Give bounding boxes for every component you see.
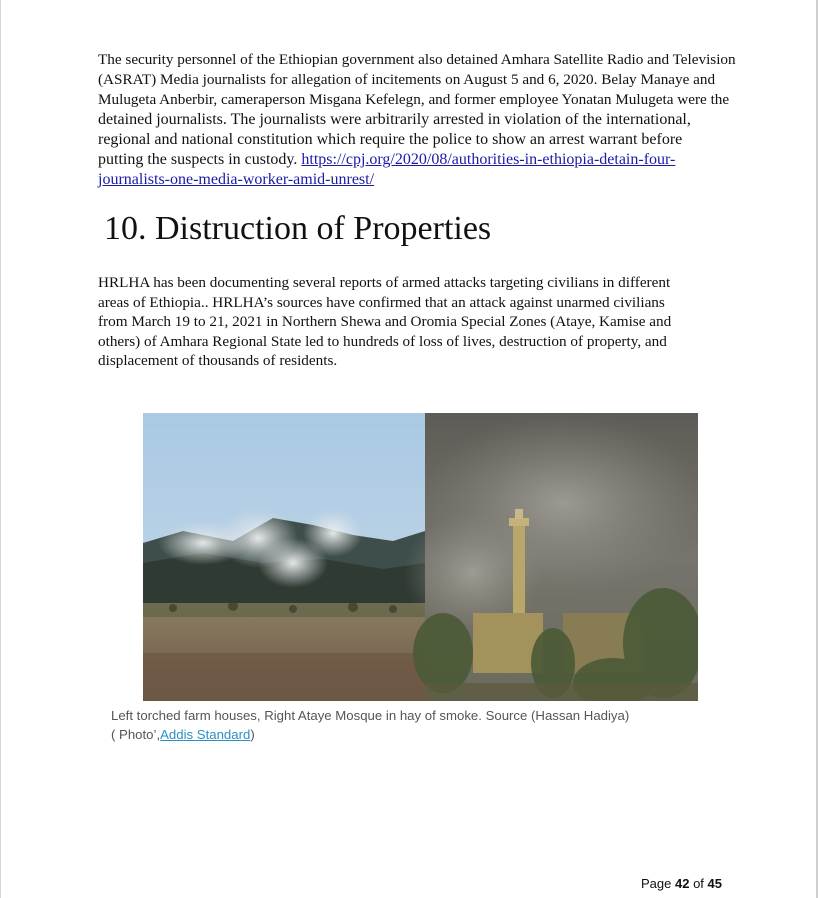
paragraph-line: regional and national constitution which require the police to show an arrest warrant before <box>98 131 683 148</box>
cpj-source-link-continued[interactable]: journalists-one-media-worker-amid-unrest/ <box>98 171 375 188</box>
caption-text: ( Photo’, <box>111 727 161 742</box>
caption-line: Left torched farm houses, Right Ataye Mosque in hay of smoke. Source (Hassan Hadiya) <box>111 708 630 723</box>
paragraph-line: The security personnel of the Ethiopian government also detained Amhara Satellite Radio and Television <box>98 51 736 68</box>
of-word: of <box>689 876 708 891</box>
torched-farm-houses-image <box>143 413 425 701</box>
paragraph-text: detained journalists. <box>98 111 231 128</box>
photo-caption <box>111 706 731 744</box>
paragraph-text: The journalists were arbitrarily arrested in violation of the international, <box>230 111 691 128</box>
destruction-photo <box>143 413 698 701</box>
section-heading: 10. Distruction of Properties <box>104 210 492 247</box>
paragraph-line <box>98 170 728 190</box>
journalists-paragraph <box>98 50 736 190</box>
caption-line <box>111 725 731 744</box>
paragraph-line: HRLHA has been documenting several reports of armed attacks targeting civilians in different <box>98 274 671 291</box>
page-number <box>641 876 722 891</box>
current-page: 42 <box>674 876 690 891</box>
paragraph-line: from March 19 to 21, 2021 in Northern Shewa and Oromia Special Zones (Ataye, Kamise and <box>98 313 672 331</box>
paragraph-line <box>98 150 728 170</box>
cpj-source-link[interactable]: https://cpj.org/2020/08/authorities-in-ethiopia-detain-four- <box>301 151 676 168</box>
paragraph-text: putting the suspects in custody. <box>98 151 302 168</box>
total-pages: 45 <box>707 876 722 891</box>
attacks-paragraph <box>98 273 738 371</box>
addis-standard-link[interactable]: Addis Standard <box>160 727 251 742</box>
page-word: Page <box>641 876 675 891</box>
paragraph-line: others) of Amhara Regional State led to hundreds of loss of lives, destruction of property, and <box>98 332 667 350</box>
ataye-mosque-smoke-image <box>403 413 698 701</box>
paragraph-line: (ASRAT) Media journalists for allegation of incitements on August 5 and 6, 2020. Belay Manaye and <box>98 71 716 88</box>
paragraph-line: Mulugeta Anberbir, cameraperson Misgana Kefelegn, and former employee Yonatan Mulugeta were the <box>98 91 730 108</box>
caption-text: ) <box>250 727 255 742</box>
paragraph-line: displacement of thousands of residents. <box>98 352 338 370</box>
paragraph-line: areas of Ethiopia.. HRLHA’s sources have confirmed that an attack against unarmed civilians <box>98 293 665 311</box>
paragraph-line <box>98 110 728 130</box>
page-edge-left <box>0 0 1 898</box>
